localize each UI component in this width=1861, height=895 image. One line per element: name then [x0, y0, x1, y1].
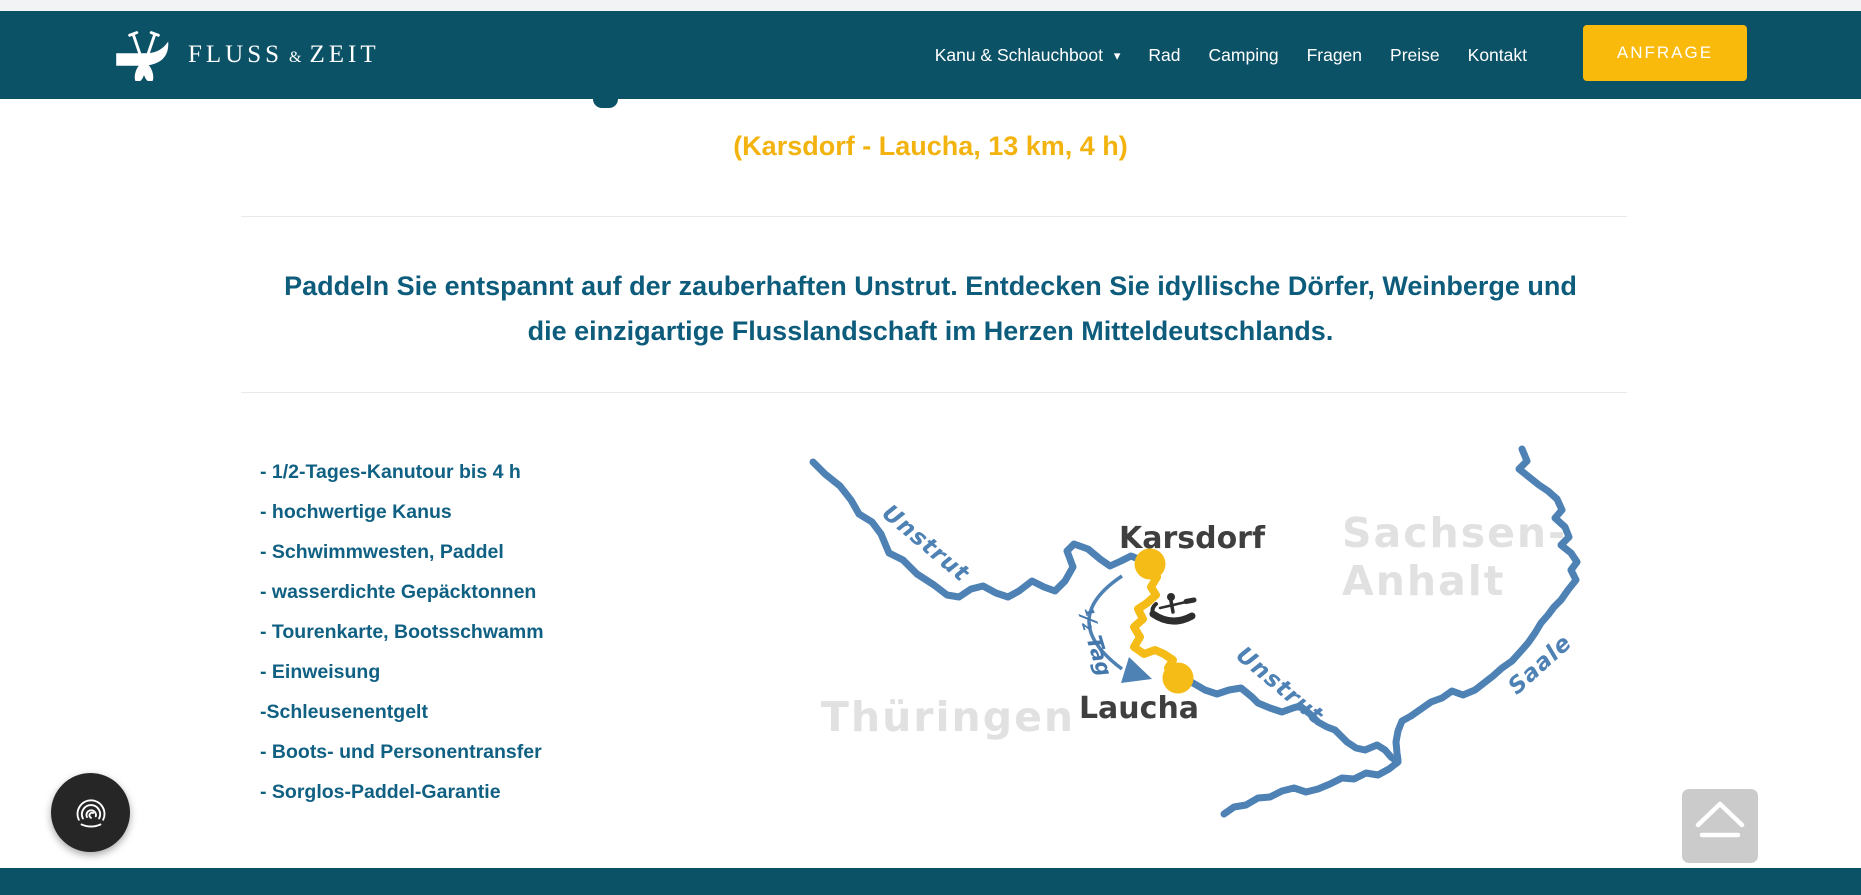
region-sachsen-anhalt-label-line2: Anhalt	[1342, 557, 1506, 605]
feature-item: - wasserdichte Gepäcktonnen	[260, 581, 537, 603]
chevron-up-icon	[1682, 789, 1758, 863]
nav-item-kanu-schlauchboot[interactable]	[935, 45, 1121, 66]
intro-line-2: die einzigartige Flusslandschaft im Herzen Mitteldeutschlands.	[527, 316, 1334, 346]
heading-descender	[593, 99, 618, 108]
main-nav	[935, 11, 1527, 99]
nav-item-camping[interactable]: Camping	[1208, 44, 1279, 65]
region-thueringen-label: Thüringen	[820, 693, 1076, 741]
feature-item: - Tourenkarte, Bootsschwamm	[260, 621, 544, 643]
laucha-label: Laucha	[1078, 691, 1200, 726]
half-day-label: ½ Tag	[1072, 604, 1117, 679]
region-sachsen-anhalt-label-line1: Sachsen-	[1342, 509, 1568, 557]
top-strip	[0, 0, 1861, 11]
feature-item: - Schwimmwesten, Paddel	[260, 541, 504, 563]
unstrut-west-label: Unstrut	[876, 499, 975, 588]
fingerprint-icon	[64, 786, 118, 840]
feature-item: - Sorglos-Paddel-Garantie	[260, 781, 501, 803]
nav-label: Kanu & Schlauchboot	[934, 44, 1104, 65]
divider	[241, 216, 1627, 217]
feature-item: - hochwertige Kanus	[260, 501, 452, 523]
nav-item-fragen[interactable]: Fragen	[1306, 44, 1363, 65]
logo[interactable]	[113, 29, 380, 81]
canoe-paddles-icon	[113, 29, 175, 81]
nav-item-kontakt[interactable]: Kontakt	[1467, 44, 1527, 65]
nav-item-preise[interactable]: Preise	[1390, 44, 1440, 65]
footer-bar	[0, 868, 1861, 895]
logo-ampersand: &	[289, 49, 302, 66]
logo-word-fluss: FLUSS	[188, 41, 284, 68]
nav-item-rad[interactable]: Rad	[1148, 44, 1181, 65]
river-unstrut-west	[813, 462, 1150, 597]
header-bar	[0, 11, 1861, 99]
unstrut-east-label: Unstrut	[1230, 641, 1329, 730]
logo-text	[188, 41, 380, 69]
features-list	[260, 452, 544, 812]
intro-text	[0, 264, 1861, 354]
tour-map	[790, 440, 1620, 840]
feature-item: - Boots- und Personentransfer	[260, 741, 542, 763]
anfrage-button[interactable]: ANFRAGE	[1583, 25, 1747, 81]
rivers	[813, 449, 1577, 814]
privacy-settings-button[interactable]	[51, 773, 130, 852]
intro-line-1: Paddeln Sie entspannt auf der zauberhaften Unstrut. Entdecken Sie idyllische Dörfer, Weinberge und	[284, 271, 1577, 301]
laucha-marker	[1163, 663, 1194, 694]
saale-label: Saale	[1503, 629, 1578, 700]
divider	[241, 392, 1627, 393]
chevron-down-icon: ▾	[1113, 47, 1121, 63]
tour-subtitle: (Karsdorf - Laucha, 13 km, 4 h)	[733, 131, 1128, 161]
scroll-to-top-button[interactable]	[1682, 789, 1758, 863]
karsdorf-label: Karsdorf	[1118, 521, 1266, 556]
feature-item: - Einweisung	[260, 661, 381, 683]
feature-item: -Schleusenentgelt	[260, 701, 428, 723]
feature-item: - 1/2-Tages-Kanutour bis 4 h	[260, 461, 521, 483]
logo-word-zeit: ZEIT	[309, 41, 380, 68]
